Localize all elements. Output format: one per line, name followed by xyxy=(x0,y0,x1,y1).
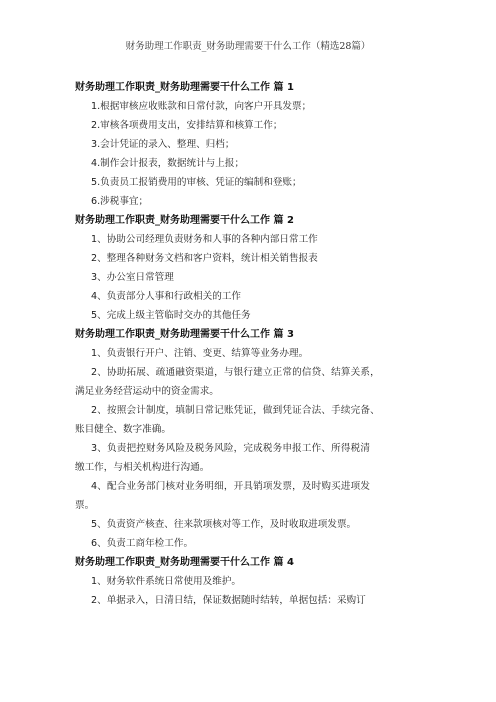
list-item: 4、负责部分人事和行政相关的工作 xyxy=(91,291,242,302)
section-heading: 财务助理工作职责_财务助理需要干什么工作 篇 4 xyxy=(75,557,294,568)
list-item-continuation: 缴工作，与相关机构进行沟通。 xyxy=(75,462,210,473)
list-item-continuation: 账目健全、数字准确。 xyxy=(75,424,171,435)
list-item: 1.根据审核应收账款和日常付款，向客户开具发票； xyxy=(91,101,312,112)
list-item: 3、负责把控财务风险及税务风险，完成税务申报工作、所得税清 xyxy=(91,443,371,454)
list-item: 6、负责工商年检工作。 xyxy=(91,538,194,549)
list-item: 5、负责资产核查、往来款项核对等工作，及时收取进项发票。 xyxy=(91,519,357,530)
list-item: 2、协助拓展、疏通融资渠道，与银行建立正常的信贷、结算关系， xyxy=(91,367,380,378)
list-item: 6.涉税事宜； xyxy=(91,196,149,207)
list-item: 2、单据录入，日清日结，保证数据随时结转，单据包括：采购订 xyxy=(91,595,366,606)
list-item-continuation: 满足业务经营运动中的资金需求。 xyxy=(75,386,219,397)
list-item: 5.负责员工报销费用的审核、凭证的编制和登账； xyxy=(91,177,302,188)
section-heading: 财务助理工作职责_财务助理需要干什么工作 篇 2 xyxy=(75,215,294,226)
list-item: 1、协助公司经理负责财务和人事的各种内部日常工作 xyxy=(91,234,318,245)
section-heading: 财务助理工作职责_财务助理需要干什么工作 篇 3 xyxy=(75,329,294,340)
list-item: 3.会计凭证的录入、整理、归档； xyxy=(91,139,235,150)
list-item: 2、整理各种财务文档和客户资料，统计相关销售报表 xyxy=(91,253,318,264)
list-item-continuation: 票。 xyxy=(75,500,95,511)
list-item: 1、财务软件系统日常使用及维护。 xyxy=(91,576,242,587)
document-body xyxy=(75,78,427,610)
list-item: 5、完成上级主管临时交办的其他任务 xyxy=(91,310,251,321)
list-item: 1、负责银行开户、注销、变更、结算等业务办理。 xyxy=(91,348,309,359)
list-item: 4.制作会计报表，数据统计与上报； xyxy=(91,158,245,169)
list-item: 2.审核各项费用支出，安排结算和核算工作； xyxy=(91,120,283,131)
list-item: 4、配合业务部门核对业务明细，开具销项发票，及时购买进项发 xyxy=(91,481,371,492)
section-heading: 财务助理工作职责_财务助理需要干什么工作 篇 1 xyxy=(75,82,294,93)
document-title: 财务助理工作职责_财务助理需要干什么工作（精选28篇） xyxy=(125,41,371,52)
list-item: 3、办公室日常管理 xyxy=(91,272,174,283)
list-item: 2、按照会计制度，填制日常记账凭证，做到凭证合法、手续完备、 xyxy=(91,405,380,416)
